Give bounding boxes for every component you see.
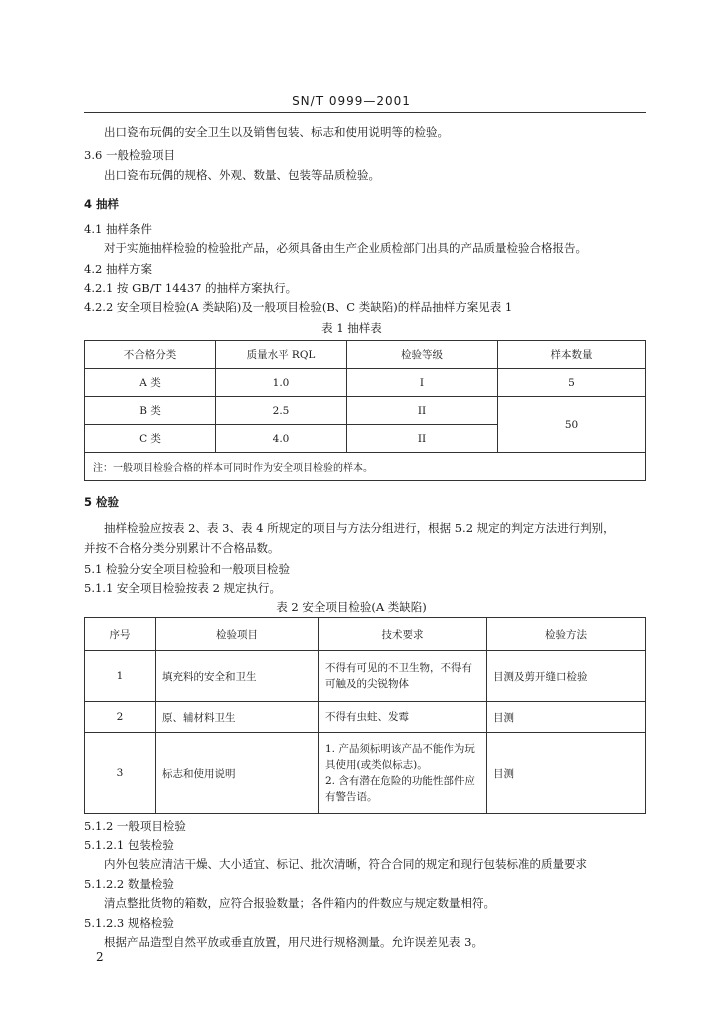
section-5-1-2-2-heading: 5.1.2.2 数量检验 [84, 877, 174, 891]
table-cell: 5 [498, 369, 646, 397]
section-4-heading: 4 抽样 [84, 197, 120, 211]
table-1-caption: 表 1 抽样表 [321, 321, 382, 335]
section-5-body-line-2: 并按不合格分类分别累计不合格品数。 [84, 541, 280, 555]
table-header-row [85, 618, 646, 651]
requirement-text: 不得有可见的不卫生物，不得有可触及的尖锐物体 [325, 662, 472, 690]
table-cell: A 类 [85, 369, 216, 397]
header-rule [84, 112, 646, 113]
section-4-1-heading: 4.1 抽样条件 [84, 222, 152, 236]
table-cell [319, 702, 487, 733]
table-cell: 目测 [487, 733, 646, 814]
page-number: 2 [96, 950, 104, 964]
section-5-heading: 5 检验 [84, 495, 120, 509]
requirement-text: 1. 产品须标明该产品不能作为玩具使用(或类似标志)。 [325, 743, 475, 771]
table-header-cell: 检验等级 [347, 341, 498, 369]
table-cell: B 类 [85, 397, 216, 425]
table-header-cell: 技术要求 [319, 618, 487, 651]
section-5-1-2-3-body: 根据产品造型自然平放或垂直放置，用尺进行规格测量。允许误差见表 3。 [104, 935, 483, 949]
table-note: 注：一般项目检验合格的样本可同时作为安全项目检验的样本。 [85, 453, 646, 481]
running-header: SN/T 0999—2001 [292, 94, 411, 108]
table-row [85, 702, 646, 733]
table-header-cell: 检验方法 [487, 618, 646, 651]
section-4-2-heading: 4.2 抽样方案 [84, 262, 152, 276]
section-5-1-2-1-heading: 5.1.2.1 包装检验 [84, 838, 174, 852]
table-cell: 原、辅材料卫生 [156, 702, 319, 733]
section-5-1-2-2-body: 清点整批货物的箱数，应符合报验数量；各件箱内的件数应与规定数量相符。 [104, 896, 495, 910]
section-5-1-2-1-body: 内外包装应清洁干燥、大小适宜、标记、批次清晰，符合合同的规定和现行包装标准的质量要求 [104, 857, 587, 871]
table-cell-merged: 50 [498, 397, 646, 453]
table-cell: 2.5 [216, 397, 347, 425]
requirement-text: 不得有虫蛀、发霉 [325, 711, 409, 723]
intro-line: 出口瓷布玩偶的安全卫生以及销售包装、标志和使用说明等的检验。 [104, 125, 449, 139]
table-header-cell: 质量水平 RQL [216, 341, 347, 369]
section-3-6-body: 出口瓷布玩偶的规格、外观、数量、包装等品质检验。 [104, 168, 380, 182]
table-cell: 目测 [487, 702, 646, 733]
sampling-table [84, 340, 646, 481]
table-cell: 目测及剪开缝口检验 [487, 651, 646, 702]
table-header-cell: 样本数量 [498, 341, 646, 369]
table-cell: 1.0 [216, 369, 347, 397]
table-row [85, 651, 646, 702]
table-header-row [85, 341, 646, 369]
section-5-1-1: 5.1.1 安全项目检验按表 2 规定执行。 [84, 581, 282, 595]
table-cell: I [347, 369, 498, 397]
requirement-text: 2. 含有潜在危险的功能性部件应有警告语。 [325, 775, 475, 803]
table-cell: C 类 [85, 425, 216, 453]
section-5-body-line-1: 抽样检验应按表 2、表 3、表 4 所规定的项目与方法分组进行，根据 5.2 规定的判定方法进行判别， [104, 521, 615, 535]
table-cell: II [347, 425, 498, 453]
table-cell [319, 651, 487, 702]
table-header-cell: 不合格分类 [85, 341, 216, 369]
table-row [85, 397, 646, 425]
table-row [85, 733, 646, 814]
section-3-6-heading: 3.6 一般检验项目 [84, 148, 175, 162]
table-cell: 标志和使用说明 [156, 733, 319, 814]
table-header-cell: 序号 [85, 618, 156, 651]
table-cell [319, 733, 487, 814]
table-cell: 3 [85, 733, 156, 814]
table-note-row [85, 453, 646, 481]
section-5-1-2-heading: 5.1.2 一般项目检验 [84, 819, 186, 833]
section-5-1-2-3-heading: 5.1.2.3 规格检验 [84, 916, 174, 930]
section-4-2-2: 4.2.2 安全项目检验(A 类缺陷)及一般项目检验(B、C 类缺陷)的样品抽样方案见表 1 [84, 300, 513, 314]
section-4-1-body: 对于实施抽样检验的检验批产品，必须具备由生产企业质检部门出具的产品质量检验合格报告。 [104, 241, 587, 255]
section-4-2-1: 4.2.1 按 GB/T 14437 的抽样方案执行。 [84, 281, 298, 295]
table-cell: 2 [85, 702, 156, 733]
table-cell: II [347, 397, 498, 425]
table-cell: 填充料的安全和卫生 [156, 651, 319, 702]
table-cell: 4.0 [216, 425, 347, 453]
table-2-caption: 表 2 安全项目检验(A 类缺陷) [276, 600, 427, 614]
safety-inspection-table [84, 617, 646, 814]
table-cell: 1 [85, 651, 156, 702]
table-row [85, 369, 646, 397]
table-header-cell: 检验项目 [156, 618, 319, 651]
section-5-1-heading: 5.1 检验分安全项目检验和一般项目检验 [84, 562, 290, 576]
